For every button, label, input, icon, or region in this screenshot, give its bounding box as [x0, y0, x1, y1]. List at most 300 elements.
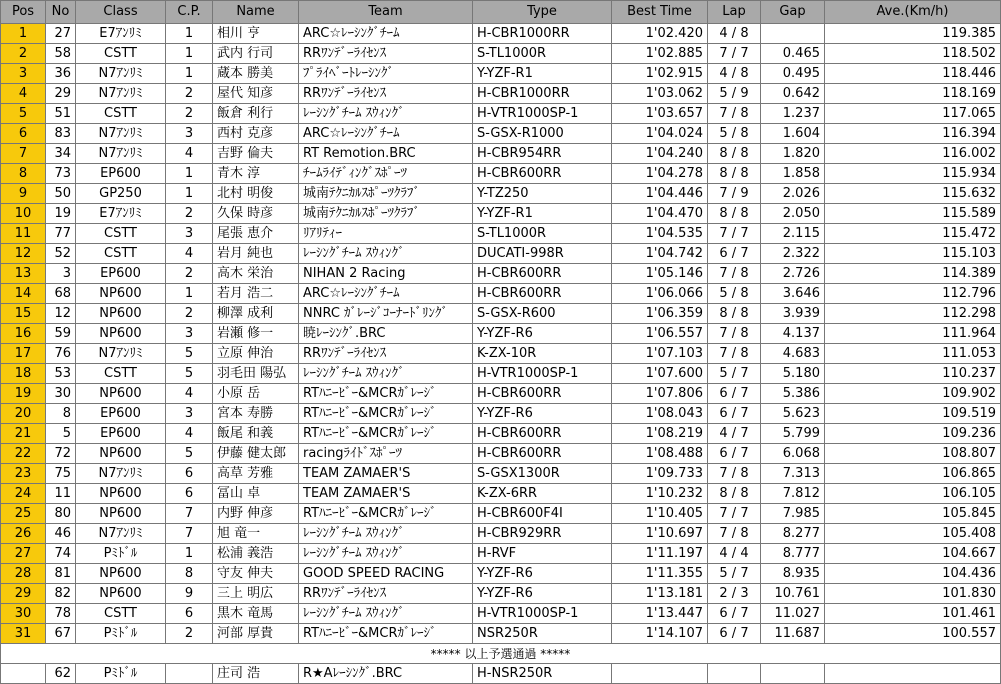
cell-class: N7ｱﾝﾘﾐ	[76, 144, 166, 164]
cell-team: racingﾗｲﾄﾞｽﾎﾟｰﾂ	[299, 444, 473, 464]
cell-cp: 3	[166, 324, 213, 344]
cell-name: 河部 厚貴	[213, 624, 299, 644]
cell-type: S-GSX1300R	[473, 464, 612, 484]
cell-gap: 4.137	[761, 324, 825, 344]
cell-lap: 7 / 9	[708, 184, 761, 204]
table-row	[1, 504, 1001, 524]
cell-class: EP600	[76, 164, 166, 184]
cell-cp: 2	[166, 104, 213, 124]
header-team: Team	[299, 1, 473, 24]
cell-best-time: 1'09.733	[612, 464, 708, 484]
cell-cp: 2	[166, 84, 213, 104]
cell-class: EP600	[76, 424, 166, 444]
cell-pos: 6	[1, 124, 46, 144]
cell-lap: 8 / 8	[708, 304, 761, 324]
cell-lap: 8 / 8	[708, 164, 761, 184]
cell-cp: 4	[166, 384, 213, 404]
cell-gap: 7.985	[761, 504, 825, 524]
cell-name: 青木 淳	[213, 164, 299, 184]
cell-no: 36	[46, 64, 76, 84]
cell-team: ﾚｰｼﾝｸﾞﾁｰﾑ ｽｳｨﾝｸﾞ	[299, 364, 473, 384]
cell-type: H-NSR250R	[473, 664, 612, 684]
cell-lap: 6 / 7	[708, 384, 761, 404]
cell-type: K-ZX-10R	[473, 344, 612, 364]
cell-type: H-CBR1000RR	[473, 24, 612, 44]
cell-team: 暁ﾚｰｼﾝｸﾞ.BRC	[299, 324, 473, 344]
cell-name: 飯尾 和義	[213, 424, 299, 444]
cell-pos: 13	[1, 264, 46, 284]
cell-lap: 6 / 7	[708, 244, 761, 264]
cell-class: EP600	[76, 404, 166, 424]
cell-class: CSTT	[76, 104, 166, 124]
cell-best-time: 1'07.600	[612, 364, 708, 384]
cell-lap: 4 / 8	[708, 64, 761, 84]
cell-gap: 5.799	[761, 424, 825, 444]
cell-class: N7ｱﾝﾘﾐ	[76, 524, 166, 544]
cell-ave: 108.807	[825, 444, 1001, 464]
cell-ave: 105.845	[825, 504, 1001, 524]
cell-cp: 2	[166, 204, 213, 224]
cell-pos: 10	[1, 204, 46, 224]
cell-team: ﾚｰｼﾝｸﾞﾁｰﾑ ｽｳｨﾝｸﾞ	[299, 604, 473, 624]
cell-lap: 5 / 7	[708, 564, 761, 584]
cell-name: 高木 栄治	[213, 264, 299, 284]
header-pos: Pos	[1, 1, 46, 24]
cell-no: 3	[46, 264, 76, 284]
cell-gap	[761, 24, 825, 44]
cell-no: 58	[46, 44, 76, 64]
table-row	[1, 224, 1001, 244]
cell-best-time: 1'02.915	[612, 64, 708, 84]
cell-best-time: 1'02.885	[612, 44, 708, 64]
cell-ave: 111.964	[825, 324, 1001, 344]
table-row	[1, 444, 1001, 464]
cell-team: 城南ﾃｸﾆｶﾙｽﾎﾟｰﾂｸﾗﾌﾞ	[299, 204, 473, 224]
cell-class: NP600	[76, 564, 166, 584]
cell-no: 78	[46, 604, 76, 624]
cell-team: ﾚｰｼﾝｸﾞﾁｰﾑ ｽｳｨﾝｸﾞ	[299, 244, 473, 264]
cell-best-time: 1'10.405	[612, 504, 708, 524]
table-row	[1, 64, 1001, 84]
cell-class: NP600	[76, 584, 166, 604]
cell-no: 59	[46, 324, 76, 344]
cell-gap: 11.687	[761, 624, 825, 644]
cell-team: NNRC ｶﾞﾚｰｼﾞｺｰﾅｰﾄﾞﾘﾝｸﾞ	[299, 304, 473, 324]
cell-cp: 1	[166, 284, 213, 304]
cell-cp: 5	[166, 444, 213, 464]
cell-cp: 6	[166, 604, 213, 624]
table-row	[1, 424, 1001, 444]
cell-team: R★Aﾚｰｼﾝｸﾞ.BRC	[299, 664, 473, 684]
cell-pos: 1	[1, 24, 46, 44]
cell-no: 19	[46, 204, 76, 224]
table-row	[1, 144, 1001, 164]
header-class: Class	[76, 1, 166, 24]
cell-name: 伊藤 健太郎	[213, 444, 299, 464]
cell-gap: 3.646	[761, 284, 825, 304]
cell-ave: 117.065	[825, 104, 1001, 124]
cell-class: N7ｱﾝﾘﾐ	[76, 344, 166, 364]
cell-ave: 116.002	[825, 144, 1001, 164]
cell-pos: 14	[1, 284, 46, 304]
table-row	[1, 104, 1001, 124]
cell-no: 72	[46, 444, 76, 464]
table-row	[1, 304, 1001, 324]
cell-lap: 5 / 8	[708, 284, 761, 304]
cell-ave: 118.169	[825, 84, 1001, 104]
cell-class: Pﾐﾄﾞﾙ	[76, 624, 166, 644]
cell-name: 小原 岳	[213, 384, 299, 404]
cell-ave: 111.053	[825, 344, 1001, 364]
cell-best-time: 1'04.470	[612, 204, 708, 224]
cell-name: 高草 芳雅	[213, 464, 299, 484]
header-type: Type	[473, 1, 612, 24]
cell-team: RTﾊﾆｰﾋﾞｰ&MCRｶﾞﾚｰｼﾞ	[299, 404, 473, 424]
cell-team: ﾚｰｼﾝｸﾞﾁｰﾑ ｽｳｨﾝｸﾞ	[299, 524, 473, 544]
cell-no: 67	[46, 624, 76, 644]
cell-team: ARC☆ﾚｰｼﾝｸﾞﾁｰﾑ	[299, 284, 473, 304]
cell-no: 50	[46, 184, 76, 204]
cell-ave: 115.103	[825, 244, 1001, 264]
cell-pos	[1, 664, 46, 684]
cell-best-time: 1'02.420	[612, 24, 708, 44]
cell-team: ﾚｰｼﾝｸﾞﾁｰﾑ ｽｳｨﾝｸﾞ	[299, 104, 473, 124]
cell-ave: 115.934	[825, 164, 1001, 184]
cell-cp: 6	[166, 484, 213, 504]
cell-best-time: 1'05.146	[612, 264, 708, 284]
table-row	[1, 384, 1001, 404]
cell-ave: 109.236	[825, 424, 1001, 444]
cell-no: 83	[46, 124, 76, 144]
cell-team: RTﾊﾆｰﾋﾞｰ&MCRｶﾞﾚｰｼﾞ	[299, 504, 473, 524]
cell-gap: 3.939	[761, 304, 825, 324]
cell-gap: 0.642	[761, 84, 825, 104]
cell-class: E7ｱﾝﾘﾐ	[76, 204, 166, 224]
cell-ave: 110.237	[825, 364, 1001, 384]
cell-name: 宮本 寿勝	[213, 404, 299, 424]
cell-class: NP600	[76, 484, 166, 504]
cell-pos: 12	[1, 244, 46, 264]
cell-gap: 11.027	[761, 604, 825, 624]
cell-no: 74	[46, 544, 76, 564]
cell-lap: 7 / 7	[708, 224, 761, 244]
cell-gap: 6.068	[761, 444, 825, 464]
cell-cp: 3	[166, 404, 213, 424]
cell-lap: 8 / 8	[708, 204, 761, 224]
cell-class: CSTT	[76, 44, 166, 64]
table-row	[1, 524, 1001, 544]
cell-ave: 101.830	[825, 584, 1001, 604]
cell-no: 11	[46, 484, 76, 504]
cell-cp: 8	[166, 564, 213, 584]
cell-type: H-CBR600F4I	[473, 504, 612, 524]
cell-name: 松浦 義浩	[213, 544, 299, 564]
cell-pos: 28	[1, 564, 46, 584]
cell-type: Y-YZF-R1	[473, 204, 612, 224]
cell-class: N7ｱﾝﾘﾐ	[76, 84, 166, 104]
cell-cp: 2	[166, 624, 213, 644]
cell-best-time: 1'10.232	[612, 484, 708, 504]
cell-name: 西村 克彦	[213, 124, 299, 144]
cell-class: N7ｱﾝﾘﾐ	[76, 464, 166, 484]
table-row-non-qualified	[1, 664, 1001, 684]
cell-type: H-CBR600RR	[473, 384, 612, 404]
cell-best-time: 1'04.240	[612, 144, 708, 164]
results-body	[1, 24, 1001, 684]
cell-gap: 2.026	[761, 184, 825, 204]
cell-cp: 5	[166, 364, 213, 384]
cell-class: NP600	[76, 384, 166, 404]
cell-name: 岩月 純也	[213, 244, 299, 264]
table-row	[1, 164, 1001, 184]
cell-cp: 1	[166, 184, 213, 204]
cell-class: Pﾐﾄﾞﾙ	[76, 664, 166, 684]
table-row	[1, 44, 1001, 64]
cell-lap: 5 / 7	[708, 364, 761, 384]
cell-cp: 7	[166, 504, 213, 524]
cell-team: ARC☆ﾚｰｼﾝｸﾞﾁｰﾑ	[299, 24, 473, 44]
cell-name: 庄司 浩	[213, 664, 299, 684]
qualifying-divider-text: ***** 以上予選通過 *****	[1, 644, 1001, 664]
cell-team: RTﾊﾆｰﾋﾞｰ&MCRｶﾞﾚｰｼﾞ	[299, 424, 473, 444]
header-cp: C.P.	[166, 1, 213, 24]
cell-pos: 11	[1, 224, 46, 244]
cell-no: 62	[46, 664, 76, 684]
cell-lap: 4 / 4	[708, 544, 761, 564]
cell-pos: 29	[1, 584, 46, 604]
cell-no: 73	[46, 164, 76, 184]
table-row	[1, 484, 1001, 504]
cell-ave: 112.298	[825, 304, 1001, 324]
table-row	[1, 124, 1001, 144]
cell-cp: 9	[166, 584, 213, 604]
cell-pos: 27	[1, 544, 46, 564]
cell-lap: 7 / 8	[708, 104, 761, 124]
cell-team: RRﾜﾝﾃﾞｰﾗｲｾﾝｽ	[299, 84, 473, 104]
cell-type: Y-TZ250	[473, 184, 612, 204]
cell-type: S-TL1000R	[473, 224, 612, 244]
cell-type: Y-YZF-R6	[473, 564, 612, 584]
cell-best-time: 1'06.066	[612, 284, 708, 304]
cell-team: RTﾊﾆｰﾋﾞｰ&MCRｶﾞﾚｰｼﾞ	[299, 384, 473, 404]
cell-ave: 104.667	[825, 544, 1001, 564]
cell-ave: 119.385	[825, 24, 1001, 44]
cell-pos: 25	[1, 504, 46, 524]
table-row	[1, 264, 1001, 284]
cell-gap: 8.277	[761, 524, 825, 544]
cell-cp: 1	[166, 44, 213, 64]
cell-cp: 4	[166, 144, 213, 164]
cell-ave: 106.105	[825, 484, 1001, 504]
cell-team: RRﾜﾝﾃﾞｰﾗｲｾﾝｽ	[299, 44, 473, 64]
cell-cp: 2	[166, 264, 213, 284]
cell-best-time: 1'07.103	[612, 344, 708, 364]
cell-ave: 115.589	[825, 204, 1001, 224]
table-row	[1, 404, 1001, 424]
cell-gap	[761, 664, 825, 684]
cell-name: 武内 行司	[213, 44, 299, 64]
cell-best-time: 1'04.535	[612, 224, 708, 244]
cell-gap: 7.812	[761, 484, 825, 504]
cell-class: EP600	[76, 264, 166, 284]
cell-best-time: 1'08.043	[612, 404, 708, 424]
cell-class: NP600	[76, 324, 166, 344]
cell-lap: 4 / 8	[708, 24, 761, 44]
cell-lap: 5 / 8	[708, 124, 761, 144]
cell-no: 82	[46, 584, 76, 604]
cell-gap: 2.726	[761, 264, 825, 284]
cell-ave: 100.557	[825, 624, 1001, 644]
cell-name: 三上 明広	[213, 584, 299, 604]
cell-ave: 109.519	[825, 404, 1001, 424]
cell-ave: 118.446	[825, 64, 1001, 84]
cell-no: 77	[46, 224, 76, 244]
cell-no: 68	[46, 284, 76, 304]
cell-type: DUCATI-998R	[473, 244, 612, 264]
cell-best-time: 1'08.488	[612, 444, 708, 464]
cell-name: 内野 伸彦	[213, 504, 299, 524]
table-row	[1, 84, 1001, 104]
cell-type: NSR250R	[473, 624, 612, 644]
cell-best-time: 1'07.806	[612, 384, 708, 404]
cell-team: RTﾊﾆｰﾋﾞｰ&MCRｶﾞﾚｰｼﾞ	[299, 624, 473, 644]
cell-type: H-CBR600RR	[473, 264, 612, 284]
cell-name: 柳澤 成利	[213, 304, 299, 324]
cell-no: 5	[46, 424, 76, 444]
cell-best-time: 1'14.107	[612, 624, 708, 644]
cell-lap: 4 / 7	[708, 424, 761, 444]
cell-class: NP600	[76, 304, 166, 324]
cell-team: RRﾜﾝﾃﾞｰﾗｲｾﾝｽ	[299, 584, 473, 604]
cell-type: Y-YZF-R6	[473, 404, 612, 424]
cell-team: RT Remotion.BRC	[299, 144, 473, 164]
cell-name: 旭 竜一	[213, 524, 299, 544]
header-ave: Ave.(Km/h)	[825, 1, 1001, 24]
cell-lap: 6 / 7	[708, 604, 761, 624]
cell-best-time: 1'04.278	[612, 164, 708, 184]
header-best-time: Best Time	[612, 1, 708, 24]
cell-no: 51	[46, 104, 76, 124]
cell-pos: 8	[1, 164, 46, 184]
cell-best-time: 1'06.359	[612, 304, 708, 324]
cell-ave: 106.865	[825, 464, 1001, 484]
cell-best-time: 1'03.657	[612, 104, 708, 124]
cell-cp: 1	[166, 24, 213, 44]
cell-class: NP600	[76, 444, 166, 464]
cell-ave: 118.502	[825, 44, 1001, 64]
table-row	[1, 464, 1001, 484]
cell-class: N7ｱﾝﾘﾐ	[76, 124, 166, 144]
cell-team: ﾘｱﾘﾃｨｰ	[299, 224, 473, 244]
cell-lap: 7 / 8	[708, 464, 761, 484]
cell-best-time: 1'11.197	[612, 544, 708, 564]
cell-name: 守友 伸夫	[213, 564, 299, 584]
cell-cp: 3	[166, 124, 213, 144]
cell-ave	[825, 664, 1001, 684]
cell-gap: 1.604	[761, 124, 825, 144]
cell-best-time: 1'13.447	[612, 604, 708, 624]
cell-no: 34	[46, 144, 76, 164]
cell-pos: 26	[1, 524, 46, 544]
cell-cp: 4	[166, 424, 213, 444]
cell-cp: 3	[166, 224, 213, 244]
table-row	[1, 544, 1001, 564]
cell-name: 北村 明俊	[213, 184, 299, 204]
cell-best-time: 1'10.697	[612, 524, 708, 544]
cell-name: 岩瀬 修一	[213, 324, 299, 344]
cell-pos: 7	[1, 144, 46, 164]
cell-no: 29	[46, 84, 76, 104]
cell-gap: 0.495	[761, 64, 825, 84]
cell-name: 吉野 倫夫	[213, 144, 299, 164]
cell-best-time: 1'03.062	[612, 84, 708, 104]
cell-type: H-VTR1000SP-1	[473, 364, 612, 384]
cell-name: 相川 亨	[213, 24, 299, 44]
cell-ave: 114.389	[825, 264, 1001, 284]
table-row	[1, 584, 1001, 604]
cell-type: H-VTR1000SP-1	[473, 604, 612, 624]
cell-name: 冨山 卓	[213, 484, 299, 504]
cell-type: Y-YZF-R1	[473, 64, 612, 84]
cell-type: H-CBR600RR	[473, 424, 612, 444]
cell-best-time: 1'08.219	[612, 424, 708, 444]
cell-type: H-CBR600RR	[473, 444, 612, 464]
cell-class: NP600	[76, 504, 166, 524]
cell-ave: 115.632	[825, 184, 1001, 204]
cell-pos: 16	[1, 324, 46, 344]
cell-team: TEAM ZAMAER'S	[299, 464, 473, 484]
table-row	[1, 24, 1001, 44]
cell-class: CSTT	[76, 224, 166, 244]
cell-class: CSTT	[76, 604, 166, 624]
cell-pos: 15	[1, 304, 46, 324]
cell-name: 黒木 竜馬	[213, 604, 299, 624]
cell-lap	[708, 664, 761, 684]
cell-best-time: 1'04.446	[612, 184, 708, 204]
cell-ave: 101.461	[825, 604, 1001, 624]
header-gap: Gap	[761, 1, 825, 24]
cell-gap: 5.623	[761, 404, 825, 424]
cell-type: H-CBR1000RR	[473, 84, 612, 104]
cell-ave: 112.796	[825, 284, 1001, 304]
cell-pos: 23	[1, 464, 46, 484]
header-name: Name	[213, 1, 299, 24]
header-no: No	[46, 1, 76, 24]
cell-cp: 1	[166, 544, 213, 564]
cell-team: GOOD SPEED RACING	[299, 564, 473, 584]
cell-pos: 19	[1, 384, 46, 404]
cell-class: Pﾐﾄﾞﾙ	[76, 544, 166, 564]
cell-lap: 8 / 8	[708, 484, 761, 504]
cell-name: 屋代 知彦	[213, 84, 299, 104]
cell-lap: 6 / 7	[708, 624, 761, 644]
cell-pos: 31	[1, 624, 46, 644]
cell-no: 53	[46, 364, 76, 384]
cell-pos: 17	[1, 344, 46, 364]
table-row	[1, 284, 1001, 304]
cell-class: E7ｱﾝﾘﾐ	[76, 24, 166, 44]
cell-no: 27	[46, 24, 76, 44]
cell-class: N7ｱﾝﾘﾐ	[76, 64, 166, 84]
cell-best-time: 1'04.742	[612, 244, 708, 264]
cell-type: H-RVF	[473, 544, 612, 564]
table-row	[1, 184, 1001, 204]
cell-name: 飯倉 利行	[213, 104, 299, 124]
cell-lap: 7 / 8	[708, 264, 761, 284]
cell-pos: 30	[1, 604, 46, 624]
cell-ave: 104.436	[825, 564, 1001, 584]
cell-type: H-VTR1000SP-1	[473, 104, 612, 124]
